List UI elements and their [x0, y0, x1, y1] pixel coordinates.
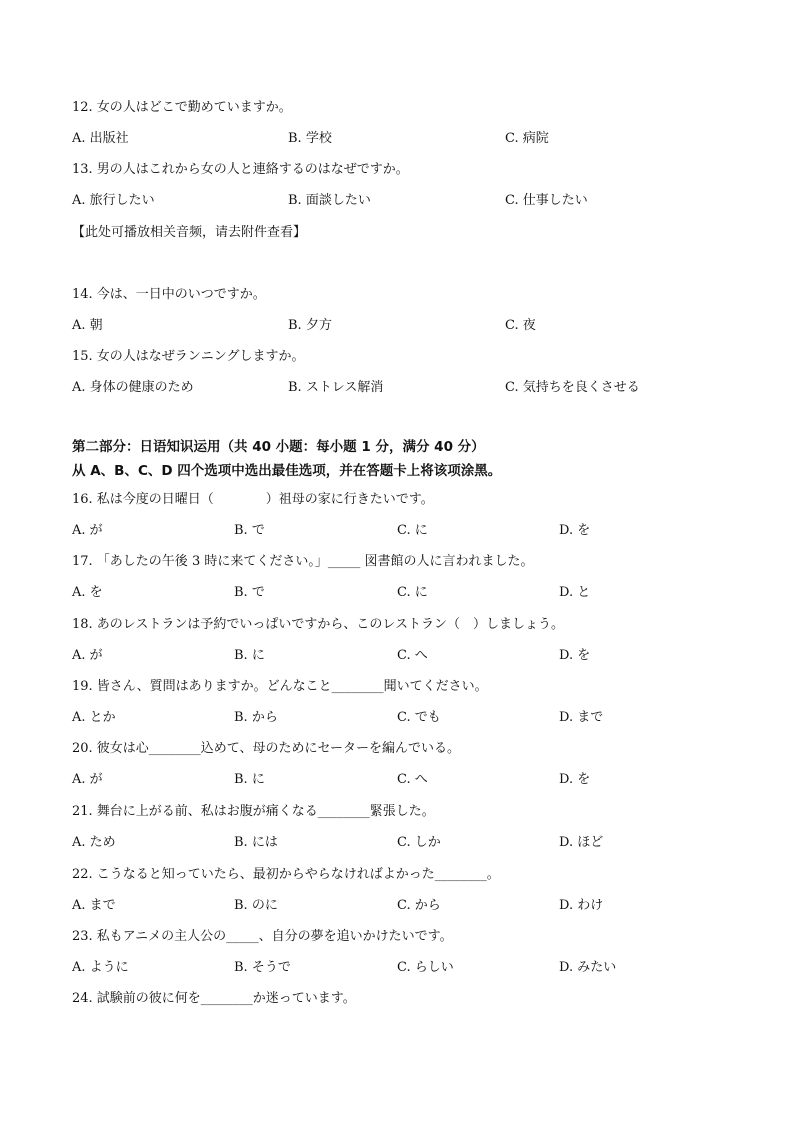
option-a: A. を [72, 585, 103, 600]
option-d: D. わけ [559, 898, 604, 913]
option-c: C. へ [397, 648, 428, 663]
option-b: B. のに [234, 898, 278, 913]
option-a: A. 朝 [72, 318, 103, 333]
option-a: A. 旅行したい [72, 193, 155, 208]
option-c: C. 気持ちを良くさせる [505, 380, 640, 395]
question-14: 14. 今は、一日中のいつですか。 [72, 287, 266, 302]
option-a: A. ため [72, 835, 116, 850]
question-16: 16. 私は今度の日曜日（ ）祖母の家に行きたいです。 [72, 492, 434, 507]
option-c: C. から [397, 898, 441, 913]
question-23: 23. 私もアニメの主人公の_____、自分の夢を追いかけたいです。 [72, 929, 453, 944]
section-instruction: 从 A、B、C、D 四个选项中选出最佳选项，并在答题卡上将该项涂黑。 [72, 463, 502, 479]
option-a: A. 出版社 [72, 131, 129, 146]
option-b: B. に [234, 648, 265, 663]
option-d: D. を [559, 648, 591, 663]
option-b: B. 夕方 [288, 318, 332, 333]
option-b: B. から [234, 710, 278, 725]
option-d: D. を [559, 523, 591, 538]
option-d: D. まで [559, 710, 604, 725]
option-b: B. 面談したい [288, 193, 371, 208]
option-c: C. 病院 [505, 131, 549, 146]
option-a: A. 身体の健康のため [72, 380, 194, 395]
option-b: B. 学校 [288, 131, 332, 146]
option-a: A. とか [72, 710, 116, 725]
option-a: A. が [72, 648, 103, 663]
option-b: B. で [234, 523, 265, 538]
question-20: 20. 彼女は心________込めて、母のためにセーターを編んでいる。 [72, 741, 461, 756]
option-c: C. しか [397, 835, 441, 850]
option-a: A. が [72, 523, 103, 538]
question-15: 15. 女の人はなぜランニングしますか。 [72, 349, 305, 364]
option-c: C. らしい [397, 960, 454, 975]
question-21: 21. 舞台に上がる前、私はお腹が痛くなる________緊張した。 [72, 804, 435, 819]
option-c: C. 夜 [505, 318, 536, 333]
option-d: D. ほど [559, 835, 604, 850]
option-b: B. ストレス解消 [288, 380, 384, 395]
option-a: A. が [72, 772, 103, 787]
option-c: C. 仕事したい [505, 193, 588, 208]
option-c: C. でも [397, 710, 441, 725]
option-d: D. みたい [559, 960, 617, 975]
option-c: C. に [397, 585, 428, 600]
question-17: 17. 「あしたの午後 3 時に来てください。」_____ 図書館の人に言われました。 [72, 554, 534, 569]
option-c: C. に [397, 523, 428, 538]
option-b: B. そうで [234, 960, 291, 975]
section-heading: 第二部分：日语知识运用（共 40 小题：每小题 1 分，满分 40 分） [72, 439, 485, 455]
option-b: B. で [234, 585, 265, 600]
option-a: A. まで [72, 898, 116, 913]
option-d: D. と [559, 585, 591, 600]
option-b: B. には [234, 835, 278, 850]
question-12: 12. 女の人はどこで勤めていますか。 [72, 100, 292, 115]
audio-note: 【此处可播放相关音频，请去附件查看】 [72, 225, 307, 240]
question-19: 19. 皆さん、質問はありますか。どんなこと________聞いてください。 [72, 679, 488, 694]
option-b: B. に [234, 772, 265, 787]
question-22: 22. こうなると知っていたら、最初からやらなければよかった________。 [72, 867, 500, 882]
option-d: D. を [559, 772, 591, 787]
question-13: 13. 男の人はこれから女の人と連絡するのはなぜですか。 [72, 162, 409, 177]
question-24: 24. 試験前の彼に何を________か迷っています。 [72, 991, 356, 1006]
question-18: 18. あのレストランは予約でいっぱいですから、このレストラン（ ）しましょう。 [72, 617, 565, 632]
option-c: C. へ [397, 772, 428, 787]
option-a: A. ように [72, 960, 129, 975]
